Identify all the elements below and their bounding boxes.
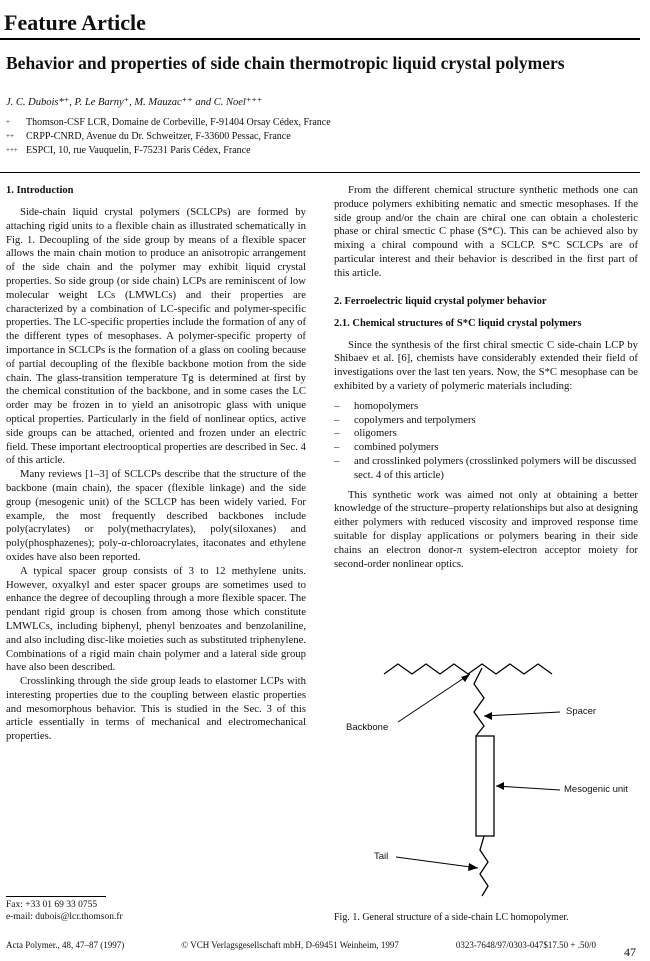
polymer-type-list [334, 400, 638, 483]
list-item: – combined polymers [334, 441, 638, 455]
email-address: e-mail: dubois@lcr.thomson.fr [6, 912, 123, 922]
label-tail: Tail [374, 851, 389, 862]
author-list: J. C. Dubois*⁺, P. Le Barny⁺, M. Mauzac⁺⁺ and C. Noel⁺⁺⁺ [6, 97, 263, 108]
page-footer [6, 939, 596, 951]
side-chain-diagram [334, 660, 634, 905]
right-column [334, 184, 638, 571]
paragraph: Crosslinking through the side group leads to elastomer LCPs with interesting properties due to the coupling between elastic properties and mesomorphous behavior. This is studied in the Sec. 3 of this article essentially in terms of mechanical and electromechanical properties. [6, 675, 306, 743]
heading-chemical-structures: 2.1. Chemical structures of S*C liquid crystal polymers [334, 317, 582, 329]
list-item: – homopolymers [334, 400, 638, 414]
heading-introduction: 1. Introduction [6, 185, 74, 196]
paragraph: Many reviews [1–3] of SCLCPs describe that the structure of the backbone (main chain), the spacer (flexible linkage) and the side group (mesogenic unit) of the SCLCP has been widely varied. For example, the most frequently described backbones include poly(acrylates) or poly(methacrylates), poly(siloxanes) and poly(phosphazenes); poly-α-chloroacrylates, itaconates and ethylene oxides have also been reported. [6, 468, 306, 563]
figure-caption: Fig. 1. General structure of a side-chain LC homopolymer. [334, 912, 569, 923]
affiliation-mark: ++ [6, 132, 14, 140]
tail-chain [480, 836, 488, 896]
mesogenic-unit-box [476, 736, 494, 836]
label-mesogenic-unit: Mesogenic unit [564, 784, 628, 795]
section-title: Feature Article [4, 10, 146, 35]
label-backbone: Backbone [346, 722, 389, 733]
header-rule [0, 38, 640, 40]
affiliation-text: CRPP-CNRD, Avenue du Dr. Schweitzer, F-33600 Pessac, France [26, 131, 291, 142]
list-item: – and crosslinked polymers (crosslinked polymers will be discussed sect. 4 of this article) [334, 455, 638, 483]
fax-number: Fax: +33 01 69 33 0755 [6, 900, 98, 910]
label-spacer: Spacer [566, 706, 597, 717]
backbone-chain [384, 664, 552, 674]
footnote-rule [6, 896, 106, 897]
affiliation-2 [6, 130, 636, 143]
affiliation-text: Thomson-CSF LCR, Domaine de Corbeville, F-91404 Orsay Cédex, France [26, 117, 331, 128]
section-header [0, 10, 640, 36]
affiliation-mark: +++ [6, 146, 18, 154]
paragraph: Side-chain liquid crystal polymers (SCLCPs) are formed by attaching rigid units to a flexible chain as illustrated schematically in Fig. 1. Decoupling of the side group by means of a flexible spacer allows the main chain motion to produce an anisotropic arrangement of the side chain and the polymer may exhibit liquid crystal properties. So side group (or side chain) LCPs are reminiscent of low molecular weight LCs (LMWLCs) and their properties are characterized by a combination of LC-specific and polymer-specific properties. The LC-specific properties include the formation of any of the different types of mesophases. A polymer-specific property of importance in SCLCPs is the formation of a glass on cooling because of partial decoupling of the flexible backbone motion from the side chain. The glass-transition temperature Tg is determined at first by the chemical constitution of the backbone, and in some cases the LC order may be frozen in to yield an anisotropic glass with unique optical properties. Particularly in the field of nonlinear optics, active side groups can be attached, oriented and frozen under an electric field. These important electrooptical properties are described in Sec. 4 of this article. [6, 206, 306, 467]
paragraph: This synthetic work was aimed not only at obtaining a better knowledge of the structure–property relationships but also at designing either polymers with reduced viscosity and improved response time suitable for display applications or polymers bearing in their side chains an electron donor-π system-electron acceptor moiety for second-order nonlinear optics. [334, 488, 638, 570]
affiliation-mark: + [6, 118, 10, 126]
paragraph: Since the synthesis of the first chiral smectic C side-chain LCP by Shibaev et al. [6], chemists have considerably extended their field of investigations over the last ten years. Now, the S*C mesophase can be exhibited by a variety of polymeric materials including: [334, 338, 638, 392]
page-number: 47 [624, 945, 636, 959]
affiliation-1 [6, 116, 636, 129]
affiliation-text: ESPCI, 10, rue Vauquelin, F-75231 Paris Cédex, France [26, 145, 251, 156]
affiliation-3 [6, 144, 636, 157]
divider-rule [0, 172, 640, 173]
left-column [6, 184, 306, 744]
list-item: – copolymers and terpolymers [334, 414, 638, 428]
journal-citation: Acta Polymer., 48, 47–87 (1997) [6, 940, 125, 950]
article-code: 0323-7648/97/0303-047$17.50 + .50/0 [455, 940, 596, 950]
heading-ferroelectric: 2. Ferroelectric liquid crystal polymer behavior [334, 295, 547, 307]
spacer-chain [474, 668, 484, 736]
figure-1 [334, 660, 634, 905]
publisher-notice: © VCH Verlagsgesellschaft mbH, D-69451 Weinheim, 1997 [181, 940, 399, 950]
article-title: Behavior and properties of side chain thermotropic liquid crystal polymers [6, 53, 565, 73]
contact-info [6, 899, 123, 923]
paragraph: From the different chemical structure synthetic methods one can produce polymers exhibiting nematic and smectic mesophases. If the side group and/or the chain are chiral one can obtain a cholesteric phase or chiral smectic C phase (S*C). This can be achieved also by mixing a chiral compound with a SCLCP. S*C SCLCPs are of particular interest and their behavior is described in the first part of this article. [334, 184, 638, 279]
list-item: – oligomers [334, 427, 638, 441]
paragraph: A typical spacer group consists of 3 to 12 methylene units. However, oxyalkyl and ester spacer groups are sometimes used to enhance the degree of decoupling through a more flexible spacer. The pendant rigid group is chosen from among those which constitute LMWLCs, including biphenyl, phenyl benzoates and benzolaniline, and also including disc-like moieties such as substituted triphenylene. Combinations of a rigid main chain polymer and a lateral side group have also been described. [6, 564, 306, 674]
